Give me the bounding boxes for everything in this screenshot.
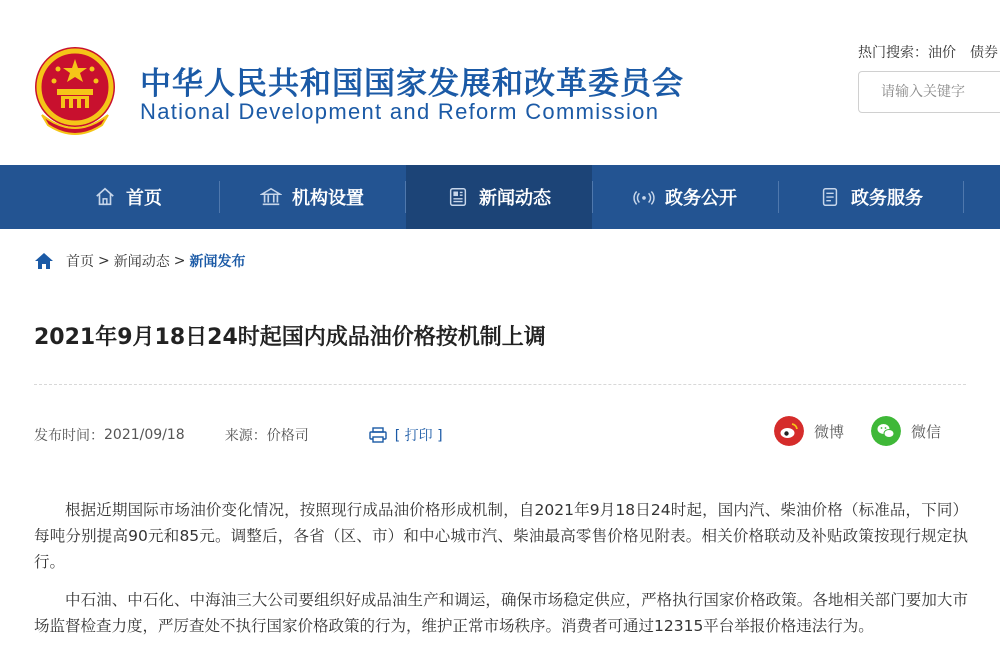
service-icon — [819, 186, 841, 208]
breadcrumb-link-home[interactable]: 首页 — [66, 254, 94, 270]
nav-item-label: 首页 — [126, 188, 162, 209]
national-emblem-icon[interactable] — [32, 45, 118, 137]
nav-item-news[interactable] — [406, 165, 592, 229]
search-box — [858, 71, 1000, 113]
article-body — [34, 497, 968, 651]
breadcrumb-separator: > — [98, 253, 110, 269]
site-title-cn[interactable]: 中华人民共和国国家发展和改革委员会 — [140, 66, 684, 102]
search-input[interactable] — [859, 72, 1000, 112]
nav-item-label: 政务服务 — [851, 188, 923, 209]
site-title-en[interactable]: National Development and Reform Commission — [140, 99, 660, 124]
breadcrumb-separator: > — [173, 253, 186, 269]
breadcrumb — [34, 251, 245, 271]
broadcast-icon — [633, 186, 655, 208]
article-paragraph: 中石油、中石化、中海油三大公司要组织好成品油生产和调运，确保市场稳定供应，严格执行国家价格政策。各地相关部门要加大市场监督检查力度，严厉查处不执行国家价格政策的行为，维护正常市场秩序。消费者可通过12315平台举报价格违法行为。 — [34, 591, 968, 635]
nav-item-label: 政务公开 — [665, 188, 737, 209]
nav-item-institution[interactable] — [220, 165, 404, 229]
weibo-icon — [774, 416, 804, 446]
title-divider — [34, 384, 966, 385]
print-link[interactable]: [ 打印 ] — [394, 428, 443, 444]
home-icon — [94, 186, 116, 208]
news-icon — [447, 186, 469, 208]
article-meta — [34, 425, 443, 445]
home-icon[interactable] — [34, 252, 54, 270]
share-weibo[interactable] — [774, 416, 844, 446]
nav-item-label: 机构设置 — [292, 188, 364, 209]
article-paragraph: 根据近期国际市场油价变化情况，按照现行成品油价格形成机制，自2021年9月18日24时起，国内汽、柴油价格（标准品，下同）每吨分别提高90元和85元。调整后，各省（区、市）和中心城市汽、柴油最高零售价格见附表。相关价格联动及补贴政策按现行规定执行。 — [34, 501, 968, 571]
source-label: 来源： — [224, 428, 267, 444]
share-label: 微信 — [911, 422, 942, 441]
nav-divider — [963, 181, 964, 213]
publish-date: 2021/09/18 — [104, 427, 185, 443]
breadcrumb-current[interactable]: 新闻发布 — [189, 254, 246, 270]
main-nav — [0, 165, 1000, 229]
source-value: 价格司 — [266, 428, 309, 444]
wechat-icon — [871, 416, 901, 446]
nav-item-gov-affairs[interactable] — [593, 165, 777, 229]
article-title: 2021年9月18日24时起国内成品油价格按机制上调 — [34, 325, 546, 350]
share-wechat[interactable] — [871, 416, 941, 446]
hot-search-label: 热门搜索： — [858, 45, 928, 61]
share-label: 微博 — [814, 422, 845, 441]
breadcrumb-link-news[interactable]: 新闻动态 — [113, 254, 170, 270]
nav-item-home[interactable] — [38, 165, 218, 229]
hot-search-term[interactable]: 债券 — [970, 45, 998, 61]
publish-label: 发布时间： — [34, 428, 104, 444]
hot-search — [858, 42, 1000, 62]
site-header — [0, 0, 1000, 165]
printer-icon[interactable] — [369, 427, 387, 443]
nav-item-gov-service[interactable] — [779, 165, 963, 229]
institution-icon — [260, 186, 282, 208]
nav-item-label: 新闻动态 — [479, 188, 551, 209]
hot-search-term[interactable]: 油价 — [928, 45, 956, 61]
